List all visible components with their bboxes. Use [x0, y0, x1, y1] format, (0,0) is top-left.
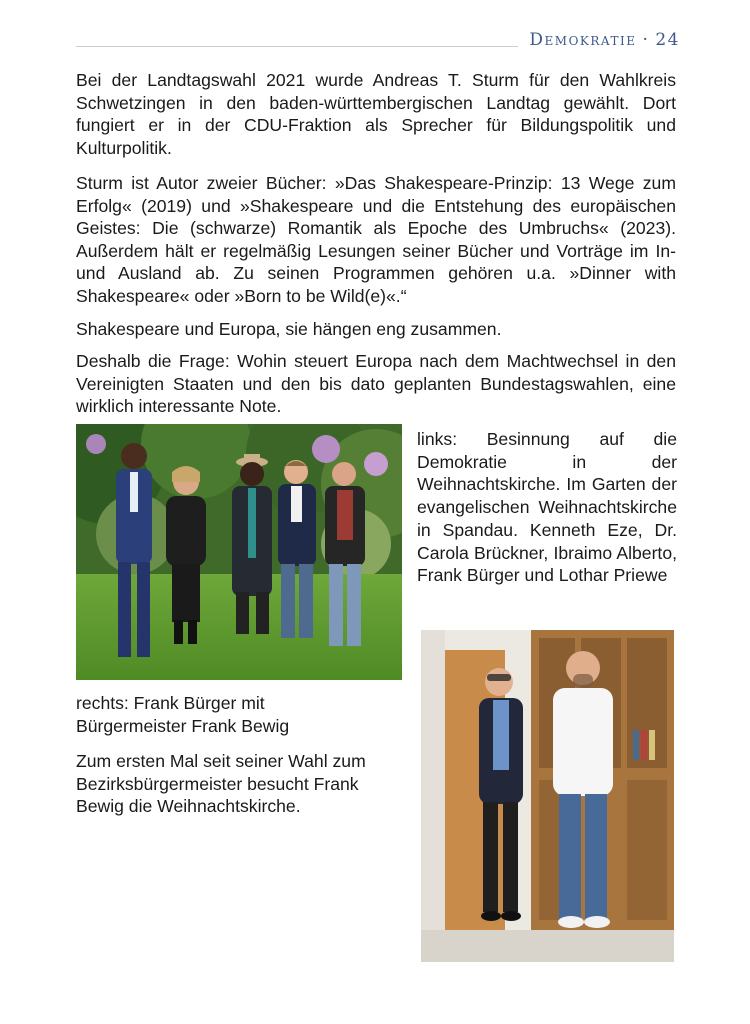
paragraph-frage: Deshalb die Frage: Wohin steuert Europa nach dem Machtwechsel in den Vereinigten Staaten und den bis dato geplanten Bundestagswahlen, eine wirklich interessante Note.	[76, 351, 676, 416]
section-title: Demokratie	[529, 30, 637, 50]
running-header	[529, 30, 680, 50]
paragraph-europa: Shakespeare und Europa, sie hängen eng zusammen.	[76, 319, 502, 339]
page-number: 24	[655, 30, 680, 50]
caption-right-photo	[76, 692, 406, 737]
photo-office-meeting	[421, 630, 674, 962]
caption-left-photo: links: Besinnung auf die Demokratie in der Weihnachtskirche. Im Garten der evangelischen Weihnachtskirche in Spandau. Kenneth Eze, Dr. Carola Brückner, Ibraimo Alberto, Frank Bürger und Lothar Priewe	[417, 429, 677, 586]
photo-group-garden	[76, 424, 402, 680]
header-rule	[76, 46, 518, 47]
caption-right-line-2: Bürgermeister Frank Bewig	[76, 715, 290, 736]
paragraph-landtagswahl: Bei der Landtagswahl 2021 wurde Andreas T. Sturm für den Wahlkreis Schwetzingen in den baden-württembergischen Landtag gewählt. Dort fungiert er in der CDU-Fraktion als Sprecher für Bildungspolitik und Kulturpolitik.	[76, 70, 676, 158]
paragraph-buecher: Sturm ist Autor zweier Bücher: »Das Shakespeare-Prinzip: 13 Wege zum Erfolg« (2019) und »Shakespeare und die Entstehung des europäischen Geistes: Die (schwarze) Romantik als Epoche des Umbruchs« (2023). Außerdem hält er regelmäßig Lesungen seiner Bücher und Vorträge im In- und Ausland ab. Zu seinen Programmen gehören u.a. »Dinner with Shakespeare« oder »Born to be Wild(e)«.“	[76, 173, 676, 306]
visit-paragraph: Zum ersten Mal seit seiner Wahl zum Bezirksbürgermeister besucht Frank Bewig die Weihnachtskirche.	[76, 751, 366, 816]
caption-right-line-1: rechts: Frank Bürger mit	[76, 693, 265, 713]
header-separator: ·	[642, 30, 650, 50]
